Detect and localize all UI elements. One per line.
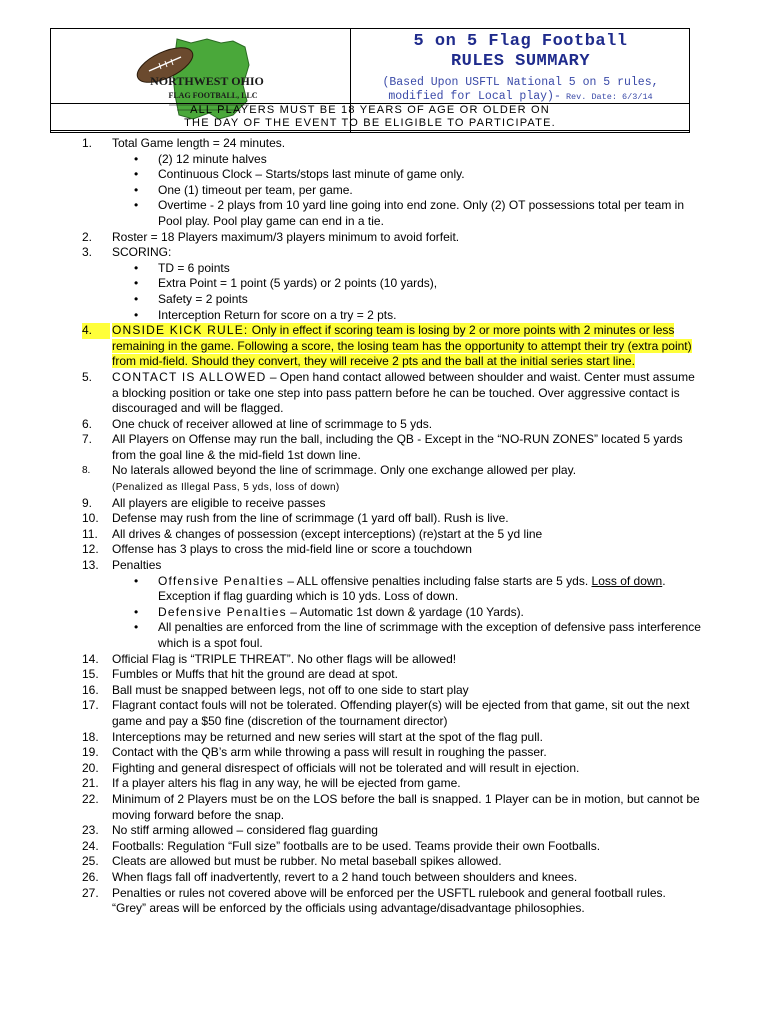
rule-number: 18. xyxy=(82,729,99,744)
rule-number: 21. xyxy=(82,776,99,791)
rule-label: ONSIDE KICK RULE: xyxy=(112,323,249,338)
rule-number: 4. xyxy=(82,323,110,339)
rule-number: 8. xyxy=(82,465,91,477)
rule-24 xyxy=(82,839,702,855)
rule-8 xyxy=(82,463,702,495)
bullet-icon: • xyxy=(134,276,139,291)
rule-15 xyxy=(82,667,702,683)
bullet-icon: • xyxy=(134,291,139,306)
sub-text: One (1) timeout per team, per game. xyxy=(158,182,353,197)
rule-text: Minimum of 2 Players must be on the LOS before the ball is snapped. 1 Player can be in motion, but cannot be moving forward before the snap. xyxy=(112,791,700,822)
rule-number: 24. xyxy=(82,838,99,853)
rule-number: 7. xyxy=(82,432,93,447)
sub-label: Defensive Penalties xyxy=(158,604,287,619)
rule-3-sub-4 xyxy=(82,308,702,324)
sub-text: Safety = 2 points xyxy=(158,291,248,306)
rule-number: 26. xyxy=(82,869,99,884)
rule-21 xyxy=(82,776,702,792)
rule-text: Interceptions may be returned and new series will start at the spot of the flag pull. xyxy=(112,729,543,744)
rule-label: CONTACT IS ALLOWED xyxy=(112,369,267,384)
rule-3-sub-2 xyxy=(82,276,702,292)
sub-text: (2) 12 minute halves xyxy=(158,151,267,166)
rule-number: 6. xyxy=(82,416,93,431)
rules-basis-note xyxy=(352,76,689,104)
rule-3-sub-1 xyxy=(82,261,702,277)
rule-number: 3. xyxy=(82,245,93,260)
rule-number: 22. xyxy=(82,791,99,806)
rule-number: 14. xyxy=(82,651,99,666)
rule-1-sub-1 xyxy=(82,152,702,168)
rule-10 xyxy=(82,511,702,527)
rule-13-sub-1 xyxy=(82,574,702,605)
bullet-icon: • xyxy=(134,260,139,275)
rule-1-sub-3 xyxy=(82,183,702,199)
rule-text: One chuck of receiver allowed at line of scrimmage to 5 yds. xyxy=(112,416,433,431)
rule-text: No laterals allowed beyond the line of scrimmage. Only one exchange allowed per play. xyxy=(112,463,577,478)
rule-text: Penalties or rules not covered above will be enforced per the USFTL rulebook and general football rules. “Grey” areas will be enforced by the officials using advantage/disadvantage philosophies. xyxy=(112,885,666,916)
rule-number: 25. xyxy=(82,854,99,869)
sub-underlined: Loss of down xyxy=(591,573,663,588)
rule-9 xyxy=(82,496,702,512)
logo-text-line1: NORTHWEST OHIO xyxy=(150,74,264,88)
rule-text: All players are eligible to receive passes xyxy=(112,495,326,510)
rule-text: SCORING: xyxy=(112,245,172,260)
rule-11 xyxy=(82,527,702,543)
rule-7 xyxy=(82,432,702,463)
rule-text: Roster = 18 Players maximum/3 players minimum to avoid forfeit. xyxy=(112,229,460,244)
rule-number: 20. xyxy=(82,760,99,775)
sub-text: Overtime - 2 plays from 10 yard line going into end zone. Only (2) OT possessions total per team in Pool play. Pool play game can end in a tie. xyxy=(158,198,685,228)
rule-26 xyxy=(82,870,702,886)
rule-5 xyxy=(82,370,702,417)
rule-number: 5. xyxy=(82,369,93,384)
rule-23 xyxy=(82,823,702,839)
sub-text: Interception Return for score on a try = 2 pts. xyxy=(158,307,397,322)
rule-text: Defense may rush from the line of scrimmage (1 yard off ball). Rush is live. xyxy=(112,511,509,526)
rule-17 xyxy=(82,698,702,729)
sub-text: – Automatic 1st down & yardage (10 Yards). xyxy=(286,604,524,619)
rule-13-sub-2 xyxy=(82,605,702,621)
rule-1 xyxy=(82,136,702,152)
rule-13 xyxy=(82,558,702,574)
rule-16 xyxy=(82,683,702,699)
rule-3 xyxy=(82,245,702,261)
rule-number: 12. xyxy=(82,542,99,557)
revision-date: Rev. Date: 6/3/14 xyxy=(560,92,653,102)
rule-1-sub-2 xyxy=(82,167,702,183)
rule-12 xyxy=(82,542,702,558)
rule-text: – Open hand contact allowed between shoulder and waist. Center must assume a blocking position or take one step into pass pattern before he can be touched. Over aggressive contact is discouraged and will be flagged. xyxy=(112,369,695,416)
rule-20 xyxy=(82,761,702,777)
rule-note: (Penalized as Illegal Pass, 5 yds, loss of down) xyxy=(112,482,340,494)
rule-number: 9. xyxy=(82,495,93,510)
rule-number: 11. xyxy=(82,526,98,541)
rule-3-sub-3 xyxy=(82,292,702,308)
rule-text: No stiff arming allowed – considered flag guarding xyxy=(112,823,378,838)
sub-text: – ALL offensive penalties including false starts are 5 yds. xyxy=(283,573,592,588)
sub-tail: . Exception if flag guarding which is 10 yds. Loss of down. xyxy=(158,573,666,604)
rule-number: 16. xyxy=(82,682,99,697)
rule-text: Official Flag is “TRIPLE THREAT”. No other flags will be allowed! xyxy=(112,651,457,666)
rules-list xyxy=(82,136,702,917)
rule-text: Flagrant contact fouls will not be tolerated. Offending player(s) will be ejected from that game, sit out the next game and pay a $50 fine (discretion of the tournament director) xyxy=(112,698,690,728)
rule-text: All Players on Offense may run the ball, including the QB - Except in the “NO-RUN ZONES” located 5 yards from the goal line & the mid-field 1st down line. xyxy=(112,432,683,462)
rule-number: 23. xyxy=(82,823,99,838)
rule-text: All drives & changes of possession (except interceptions) (re)start at the 5 yd line xyxy=(112,526,543,541)
rule-text: Total Game length = 24 minutes. xyxy=(112,136,286,150)
rule-14 xyxy=(82,652,702,668)
rule-text: Footballs: Regulation “Full size” footballs are to be used. Teams provide their own Footballs. xyxy=(112,838,601,853)
rule-13-sub-3 xyxy=(82,620,702,651)
rule-number: 2. xyxy=(82,229,93,244)
rule-text: Ball must be snapped between legs, not off to one side to start play xyxy=(112,682,469,697)
bullet-icon: • xyxy=(134,573,139,588)
bullet-icon: • xyxy=(134,620,139,635)
bullet-icon: • xyxy=(134,167,139,182)
rules-basis-text: (Based Upon USFTL National 5 on 5 rules, modified for Local play)- xyxy=(382,76,659,103)
document-title: 5 on 5 Flag Football xyxy=(413,32,628,51)
age-notice xyxy=(50,103,690,133)
bullet-icon: • xyxy=(134,198,139,213)
rule-27 xyxy=(82,886,702,917)
rule-22 xyxy=(82,792,702,823)
sub-text: Extra Point = 1 point (5 yards) or 2 points (10 yards), xyxy=(158,276,438,291)
rule-text: Fumbles or Muffs that hit the ground are dead at spot. xyxy=(112,667,398,682)
document-subtitle-heading: RULES SUMMARY xyxy=(450,52,591,71)
rule-text: Only in effect if scoring team is losing by 2 or more points with 2 minutes or less remaining in the game. Following a score, the losing team has the opportunity to attempt their try (extra point) from mid-field. Should they convert, they will receive 2 pts and the ball at the initial series start line. xyxy=(112,323,692,369)
rule-number: 27. xyxy=(82,885,99,900)
rule-number: 13. xyxy=(82,558,99,573)
rule-number: 19. xyxy=(82,745,99,760)
rule-text: Penalties xyxy=(112,558,162,573)
rule-text: When flags fall off inadvertently, revert to a 2 hand touch between shoulders and knees. xyxy=(112,869,578,884)
rule-4 xyxy=(82,323,702,370)
bullet-icon: • xyxy=(134,151,139,166)
sub-text: Continuous Clock – Starts/stops last minute of game only. xyxy=(158,167,465,182)
rule-number: 1. xyxy=(82,136,93,150)
bullet-icon: • xyxy=(134,307,139,322)
sub-text: TD = 6 points xyxy=(158,260,230,275)
age-notice-line2: THE DAY OF THE EVENT TO BE ELIGIBLE TO PARTICIPATE. xyxy=(184,117,556,129)
sub-text: All penalties are enforced from the line of scrimmage with the exception of defensive pass interference which is a spot foul. xyxy=(158,620,701,650)
bullet-icon: • xyxy=(134,182,139,197)
rule-18 xyxy=(82,730,702,746)
rule-text: If a player alters his flag in any way, he will be ejected from game. xyxy=(112,776,461,791)
rule-text: Fighting and general disrespect of officials will not be tolerated and will result in ejection. xyxy=(112,760,580,775)
rule-2 xyxy=(82,230,702,246)
rule-25 xyxy=(82,854,702,870)
bullet-icon: • xyxy=(134,604,139,619)
rule-6 xyxy=(82,417,702,433)
sub-label: Offensive Penalties xyxy=(158,573,284,588)
rule-1-sub-4 xyxy=(82,198,702,229)
rule-text: Contact with the QB’s arm while throwing a pass will result in roughing the passer. xyxy=(112,745,547,760)
rule-19 xyxy=(82,745,702,761)
rule-text: Cleats are allowed but must be rubber. No metal baseball spikes allowed. xyxy=(112,854,502,869)
rule-number: 17. xyxy=(82,698,99,713)
rule-number: 10. xyxy=(82,511,99,526)
rule-number: 15. xyxy=(82,667,99,682)
logo-text-line2: FLAG FOOTBALL, LLC xyxy=(168,91,258,100)
age-notice-line1: ALL PLAYERS MUST BE 18 YEARS OF AGE OR OLDER ON xyxy=(190,104,550,116)
rule-text: Offense has 3 plays to cross the mid-field line or score a touchdown xyxy=(112,542,472,557)
